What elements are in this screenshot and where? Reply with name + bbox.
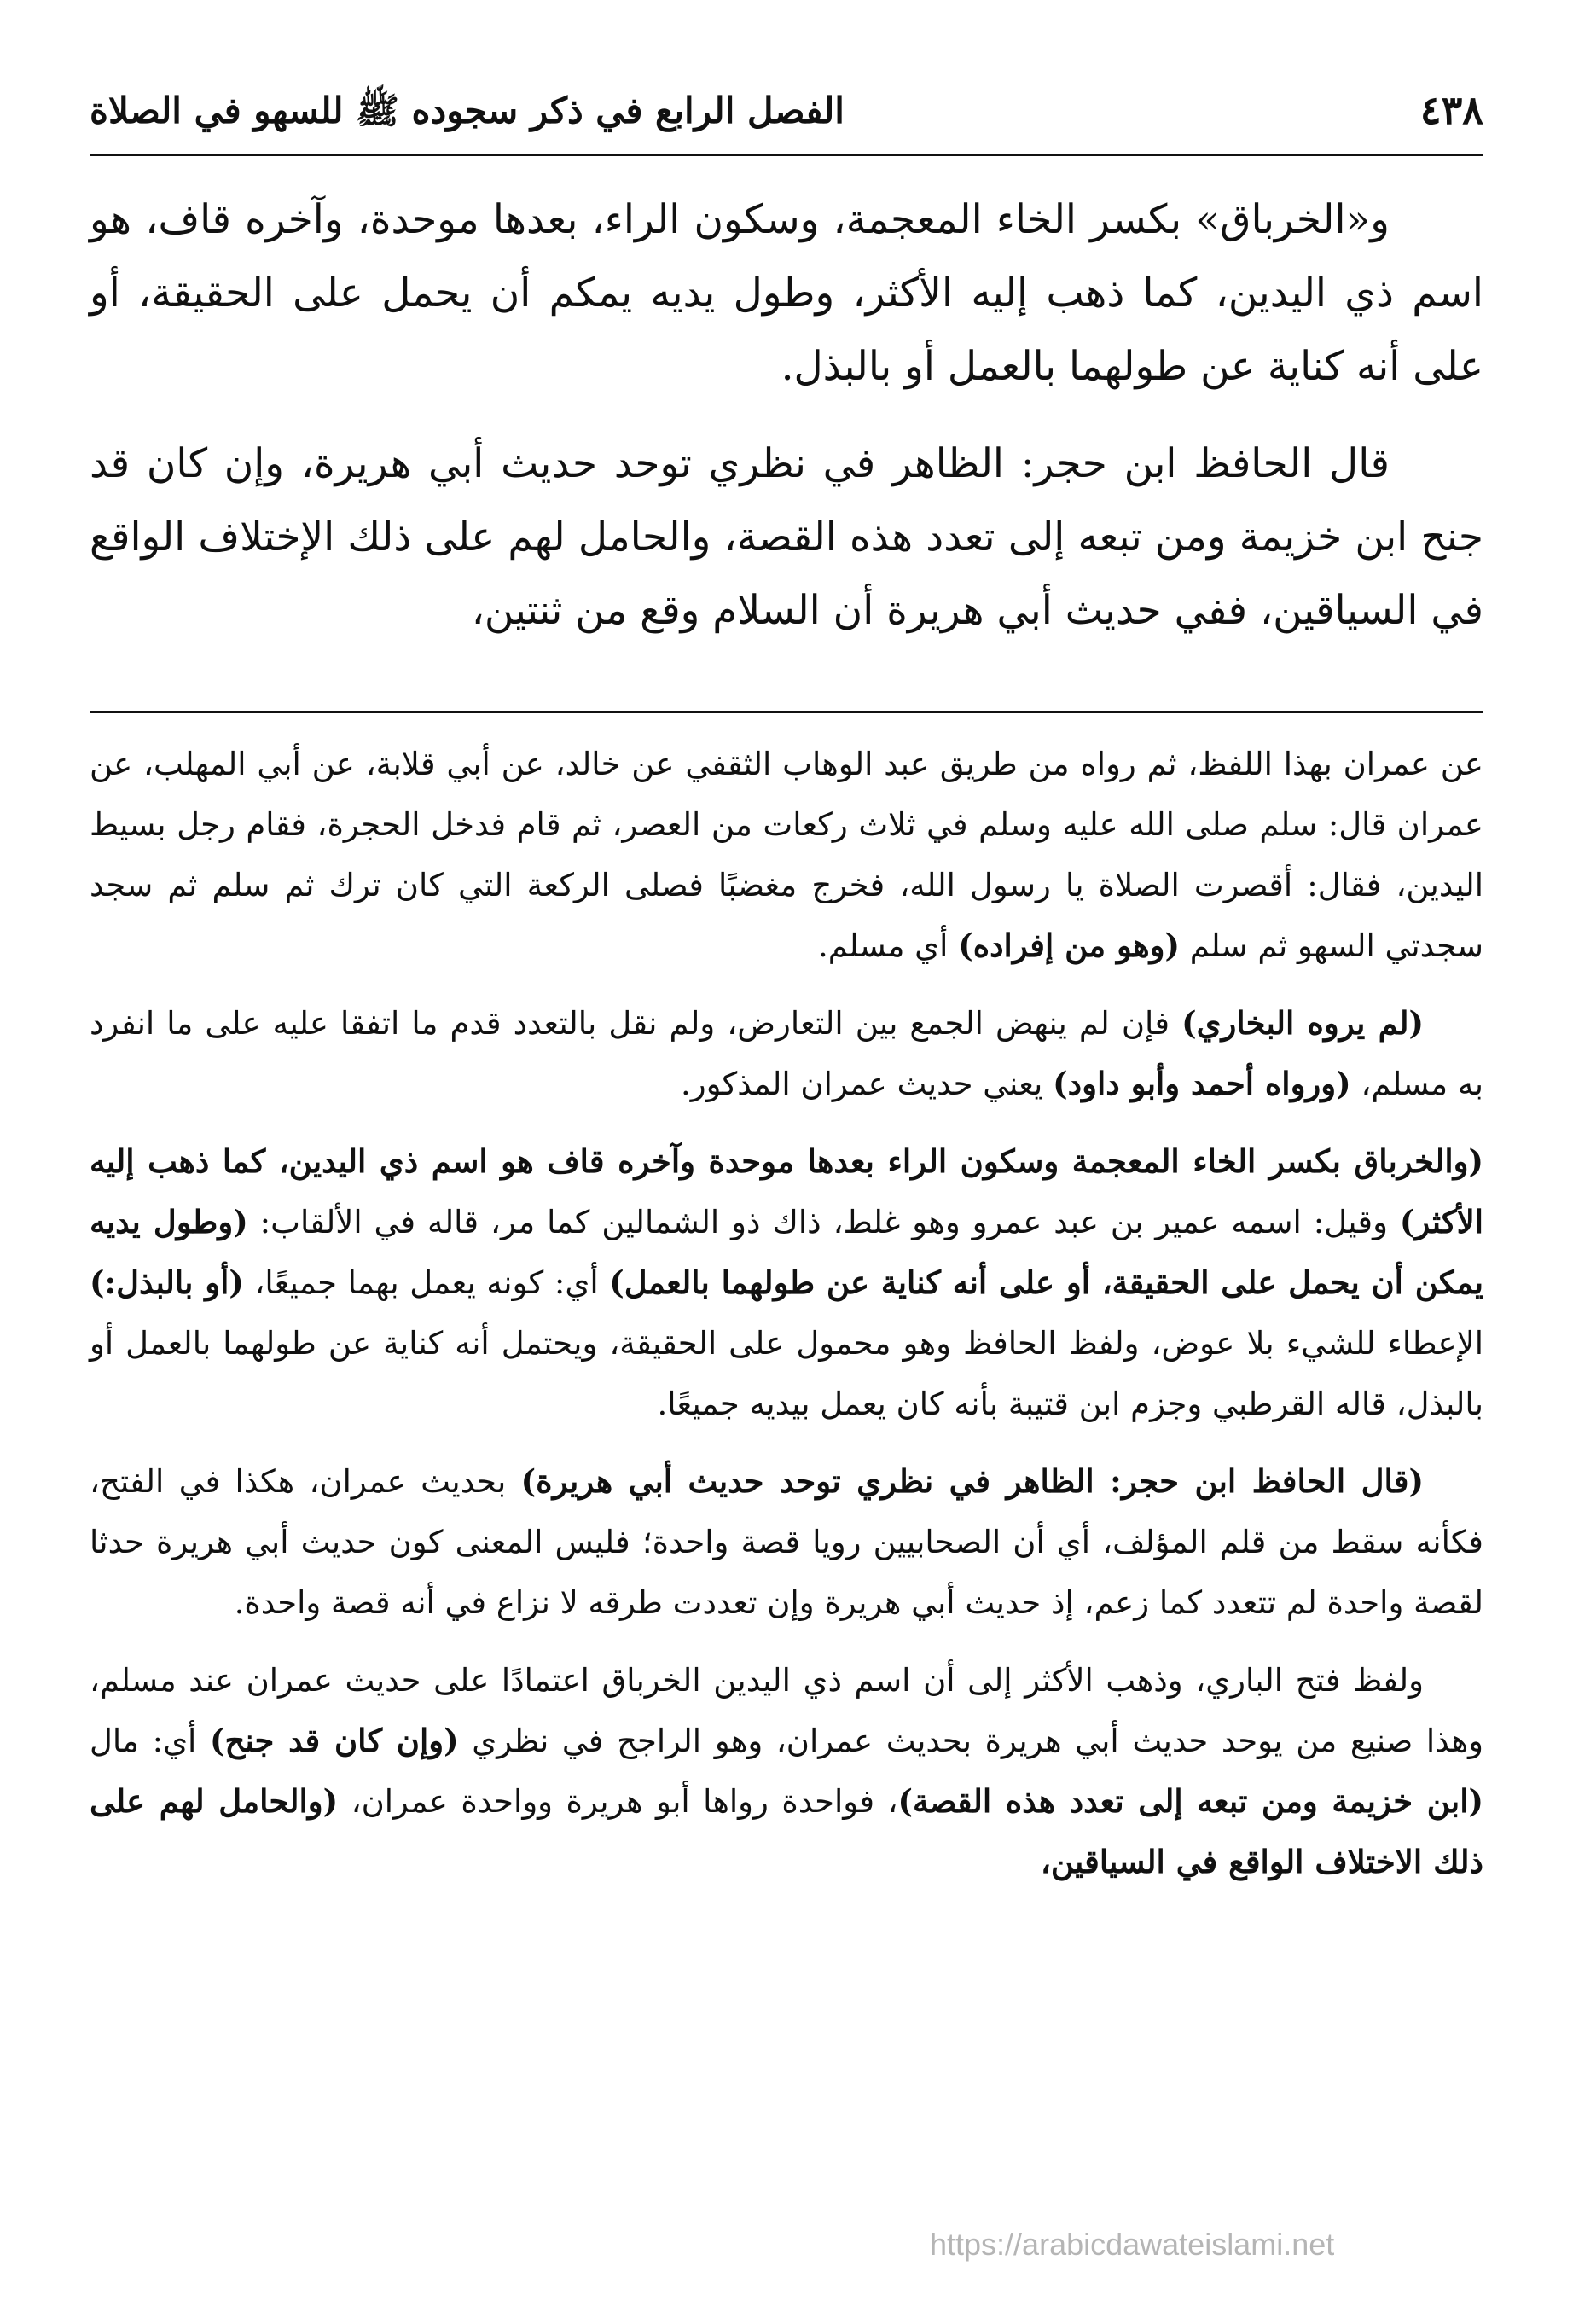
commentary-text: بحديث عمران، هكذا في الفتح، فكأنه سقط من قلم المؤلف، أي أن الصحابيين رويا قصة واحدة؛ فليس المعنى كون حديث أبي هريرة حدثا لقصة واحدة لم تتعدد كما زعم، إذ حديث أبي هريرة وإن تعددت طرقه لا نزاع في أنه قصة واحدة. — [90, 1463, 1483, 1621]
main-paragraph: قال الحافظ ابن حجر: الظاهر في نظري توحد حديث أبي هريرة، وإن كان قد جنح ابن خزيمة ومن تبعه إلى تعدد هذه القصة، والحامل لهم على ذلك الإختلاف الواقع في السياقين، ففي حديث أبي هريرة أن السلام وقع من ثنتين، — [90, 440, 1483, 634]
commentary-paragraph — [90, 1650, 1483, 1892]
running-title: الفصل الرابع في ذكر سجوده ﷺ للسهو في الصلاة — [90, 90, 845, 131]
commentary-paragraph — [90, 1451, 1483, 1633]
quoted-matn: (ابن خزيمة ومن تبعه إلى تعدد هذه القصة) — [897, 1782, 1483, 1820]
commentary-text: الإعطاء للشيء بلا عوض، ولفظ الحافظ وهو محمول على الحقيقة، ويحتمل أنه كناية عن طولهما بالعمل أو بالبذل، قاله القرطبي وجزم ابن قتيبة بأنه كان يعمل بيديه جميعًا. — [90, 1325, 1483, 1422]
quoted-matn: (لم يروه البخاري) — [1181, 1004, 1424, 1042]
commentary-paragraph — [90, 993, 1483, 1114]
quoted-matn: (وطول يديه يمكن أن يحمل على الحقيقة، أو على أنه كناية عن طولهما بالعمل) — [90, 1203, 1483, 1301]
page-header — [90, 85, 1483, 156]
quoted-matn: (قال الحافظ ابن حجر: الظاهر في نظري توحد حديث أبي هريرة) — [520, 1462, 1424, 1500]
commentary-text: ، فواحدة رواها أبو هريرة وواحدة عمران، — [338, 1783, 898, 1820]
quoted-matn: (ورواه أحمد وأبو داود) — [1053, 1065, 1351, 1102]
commentary-text: ولفظ فتح الباري، وذهب الأكثر إلى أن اسم ذي اليدين الخرباق اعتمادًا على حديث عمران عند مسلم، وهذا صنيع من يوحد حديث أبي هريرة بحديث عمران، وهو الراجح في نظري — [90, 1662, 1483, 1759]
quoted-matn: (والحامل لهم على ذلك الاختلاف الواقع في السياقين، — [90, 1782, 1483, 1880]
watermark-url: https://arabicdawateislami.net — [930, 2227, 1335, 2262]
main-text — [90, 183, 1483, 671]
quoted-matn: (أو بالبذل:) — [90, 1264, 244, 1301]
commentary-text: فإن لم ينهض الجمع بين التعارض، ولم نقل بالتعدد قدم ما اتفقا عليه على ما انفرد به مسلم، — [90, 1005, 1483, 1102]
commentary-text: أي: مال — [90, 1723, 210, 1759]
quoted-matn: (والخرباق بكسر الخاء المعجمة وسكون الراء بعدها موحدة وآخره قاف هو اسم ذي اليدين، كما ذهب إليه الأكثر) — [90, 1142, 1483, 1240]
commentary-text: عن عمران بهذا اللفظ، ثم رواه من طريق عبد الوهاب الثقفي عن خالد، عن أبي قلابة، عن أبي المهلب، عن عمران قال: سلم صلى الله عليه وسلم في ثلاث ركعات من العصر، ثم قام فدخل الحجرة، فقام رجل بسيط اليدين، فقال: أقصرت الصلاة يا رسول الله، فخرج مغضبًا فصلى الركعة التي كان ترك ثم سلم ثم سجد سجدتي السهو ثم سلم — [90, 746, 1483, 964]
main-paragraph: و«الخرباق» بكسر الخاء المعجمة، وسكون الراء، بعدها موحدة، وآخره قاف، هو اسم ذي اليدين، كما ذهب إليه الأكثر، وطول يديه يمكم أن يحمل على الحقيقة، أو على أنه كناية عن طولهما بالعمل أو بالبذل. — [90, 196, 1483, 390]
quoted-matn: (وهو من إفراده) — [958, 927, 1180, 964]
commentary — [90, 734, 1483, 1909]
commentary-text: أي مسلم. — [817, 927, 959, 964]
commentary-text: يعني حديث عمران المذكور. — [680, 1066, 1054, 1102]
commentary-text: وقيل: اسمه عمير بن عبد عمرو وهو غلط، ذاك ذو الشمالين كما مر، قاله في الألقاب: — [247, 1204, 1400, 1240]
separator-line — [90, 711, 1483, 713]
commentary-text: أي: كونه يعمل بهما جميعًا، — [243, 1264, 610, 1301]
page-number: ٤٣٨ — [1419, 87, 1483, 133]
quoted-matn: (وإن كان قد جنح) — [209, 1722, 459, 1759]
commentary-paragraph — [90, 1131, 1483, 1434]
commentary-paragraph — [90, 734, 1483, 976]
